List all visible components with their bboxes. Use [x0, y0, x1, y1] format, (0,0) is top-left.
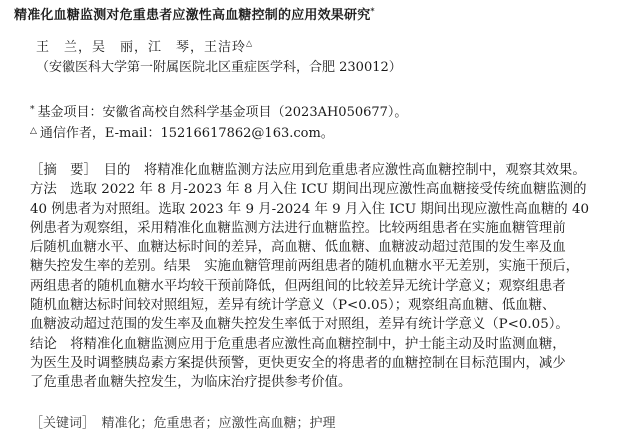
abstract-line: 例患者为观察组，采用精准化血糖监测方法进行血糖监控。比较两组患者在实施血糖管理前 — [30, 220, 566, 236]
affiliation: （安徽医科大学第一附属医院北区重症医学科，合肥 230012） — [36, 60, 402, 75]
contact-footnote — [30, 122, 334, 141]
fund-footnote — [30, 101, 407, 120]
contact-footnote-mark: △ — [30, 126, 37, 136]
paper-title-text: 精准化血糖监测对危重患者应激性高血糖控制的应用效果研究 — [14, 8, 371, 23]
abstract-line: 方法 选取 2022 年 8 月-2023 年 8 月入住 ICU 期间出现应激性高血糖接受传统血糖监测的 — [30, 182, 587, 198]
contact-footnote-text: 通信作者，E-mail：15216617862@163.com。 — [39, 126, 334, 141]
author-list — [36, 36, 253, 55]
abstract-line: ［摘 要］ 目的 将精准化血糖监测方法应用到危重患者应激性高血糖控制中，观察其效果。 — [30, 163, 586, 178]
abstract-line: 血糖波动超过范围的发生率及血糖失控发生率低于对照组，差异有统计学意义（P<0.05）。 — [30, 317, 569, 333]
corresponding-author-mark: △ — [246, 38, 254, 48]
abstract-line: 40 例患者为对照组。选取 2023 年 9 月-2024 年 9 月入住 ICU 期间出现应激性高血糖的 40 — [30, 201, 589, 217]
paper-title — [14, 4, 375, 23]
fund-footnote-text: 基金项目：安徽省高校自然科学基金项目（2023AH050677）。 — [37, 105, 408, 120]
abstract-line: 随机血糖达标时间较对照组短，差异有统计学意义（P<0.05）；观察组高血糖、低血糖、 — [30, 298, 556, 314]
abstract-body — [30, 161, 630, 393]
author-names: 王 兰，吴 丽，江 琴，王洁玲 — [36, 40, 247, 55]
abstract-line: 结论 将精准化血糖监测应用于危重患者应激性高血糖控制中，护士能主动及时监测血糖， — [30, 336, 566, 352]
keywords-line-partial: ［关键词］ 精准化；危重患者；应激性高血糖；护理 — [30, 416, 336, 431]
abstract-line: 为医生及时调整胰岛素方案提供预警，更快更安全的将患者的血糖控制在目标范围内，减少 — [30, 355, 566, 371]
abstract-line: 糖失控发生率的差别。结果 实施血糖管理前两组患者的随机血糖水平无差别，实施干预后， — [30, 259, 580, 275]
abstract-line: 了危重患者血糖失控发生，为临床治疗提供参考价值。 — [30, 375, 352, 391]
abstract-line: 后随机血糖水平、血糖达标时间的差异，高血糖、低血糖、血糖波动超过范围的发生率及血 — [30, 240, 566, 256]
title-footnote-mark: * — [370, 5, 375, 16]
fund-footnote-mark: * — [30, 105, 35, 115]
abstract-line: 两组患者的随机血糖水平均较干预前降低，但两组间的比较差异无统计学意义；观察组患者 — [30, 278, 566, 294]
